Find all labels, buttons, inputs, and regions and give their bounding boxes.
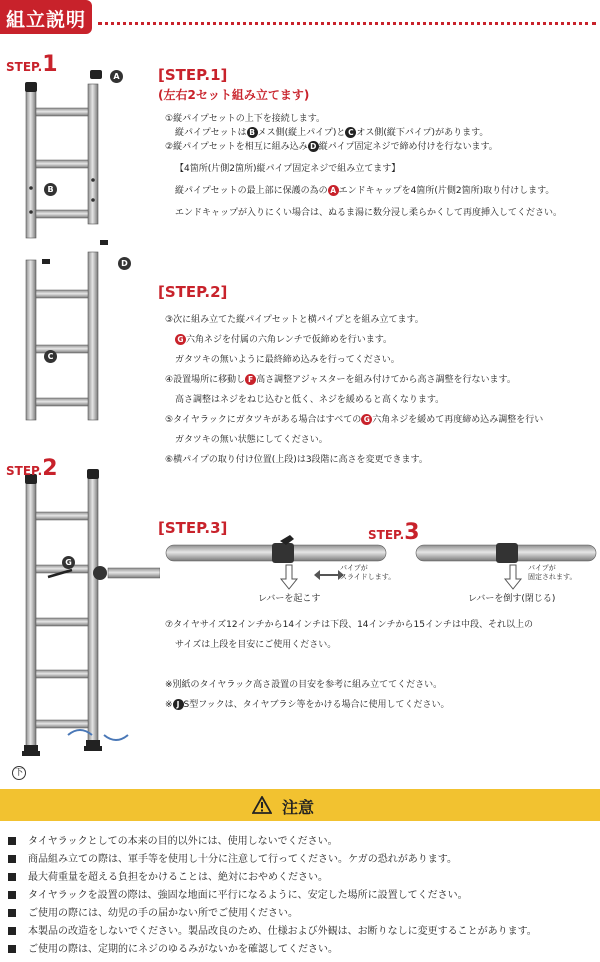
assembly-diagram xyxy=(0,40,160,785)
step3-body: ⑦タイヤサイズ12インチから14インチは下段、14インチから15インチは中段、それ以上の サイズは上段を目安にご使用ください。 ※別紙のタイヤラック高さ設置の目安を参考に組み立ててください。 ※ J S型フックは、タイヤブラシ等をかける場合に使用してください。 xyxy=(165,620,533,710)
part-d-badge: D xyxy=(118,257,131,270)
warning-item: ご使用の際は、定期的にネジのゆるみがないかを確認してください。 xyxy=(8,940,338,955)
step1-heading: [STEP.1] xyxy=(158,66,228,84)
header-dotted-rule xyxy=(98,22,596,25)
warning-item: 最大荷重量を超える負担をかけることは、絶対におやめください。 xyxy=(8,868,328,883)
slide-note: パイプが スライドします。 xyxy=(340,564,396,581)
step2-body: ③次に組み立てた縦パイプセットと横パイプとを組み立てます。 G 六角ネジを付属の六角レンチで仮締めを行います。 ガタツキの無いように最終締め込みを行ってください。 ④設置場所に移動し F 高さ調整アジャスターを組み付けてから高さ調整を行ないます。 高さ調整はネジをねじ込むと低く、ネジを緩めると高くなります。 ⑤タイヤラックにガタツキがある場合はすべての G 六角ネジを緩めて再度締め込み調整を行い ガタツキの無い状態にしてください。 ⑥横パイプの取り付け位置(上段)は3段階に高さを変更できます。 xyxy=(165,315,544,465)
step1-subheading: (左右2セット組み立てます) xyxy=(158,88,310,102)
horizontal-pipe xyxy=(108,568,160,578)
warning-title: 注意 xyxy=(282,798,315,817)
warning-item: 商品組み立ての際は、軍手等を使用し十分に注意して行ってください。ケガの恐れがあります。 xyxy=(8,850,457,865)
step3-heading: [STEP.3] xyxy=(158,519,228,537)
part-b-badge: B xyxy=(44,183,57,196)
part-c-badge: C xyxy=(44,350,57,363)
lower-mark: 下 xyxy=(12,766,26,780)
step1-body: ①縦パイプセットの上下を接続します。 縦パイプセットは B メス側(縦上パイプ)と C オス側(縦下パイプ)があります。 ②縦パイプセットを相互に組み込み D 縦パイプ固定ネジで締め付けを行ないます。 【4箇所(片側2箇所)縦パイプ固定ネジで組み立てます】 縦パイプセットの最上部に保護の為の A エンドキャップを4箇所(片側2箇所)取り付けします。 エンドキャップが入りにくい場合は、ぬるま湯に数分浸し柔らかくして再度挿入してください。 xyxy=(165,114,563,218)
part-g-badge: G xyxy=(62,556,75,569)
fixed-note: パイプが 固定されます。 xyxy=(528,564,577,581)
page-title: 組立説明 xyxy=(6,9,87,31)
lower-vertical-pipe-set xyxy=(26,240,108,420)
step2-frame xyxy=(22,469,128,756)
step1-diagram-label: STEP.1 xyxy=(6,52,58,77)
warning-item: タイヤラックとしての本来の目的以外には、使用しないでください。 xyxy=(8,832,338,847)
lever-up-label: レバーを起こす xyxy=(258,594,321,604)
step2-heading: [STEP.2] xyxy=(158,283,228,301)
lever-down-label: レバーを倒す(閉じる) xyxy=(468,594,556,604)
part-a-badge: A xyxy=(110,70,123,83)
warning-item: ご使用の際には、幼児の手の届かない所でご使用ください。 xyxy=(8,904,298,919)
warning-item: タイヤラックを設置の際は、強固な地面に平行になるように、安定した場所に設置してください。 xyxy=(8,886,468,901)
step3-label: STEP.3 xyxy=(368,520,420,545)
step2-diagram-label: STEP.2 xyxy=(6,456,58,481)
upper-vertical-pipe-set xyxy=(25,70,102,238)
warning-triangle-icon xyxy=(252,796,272,814)
warning-item: 本製品の改造をしないでください。製品改良のため、仕様および外観は、お断りなしに変更することがあります。 xyxy=(8,922,537,937)
